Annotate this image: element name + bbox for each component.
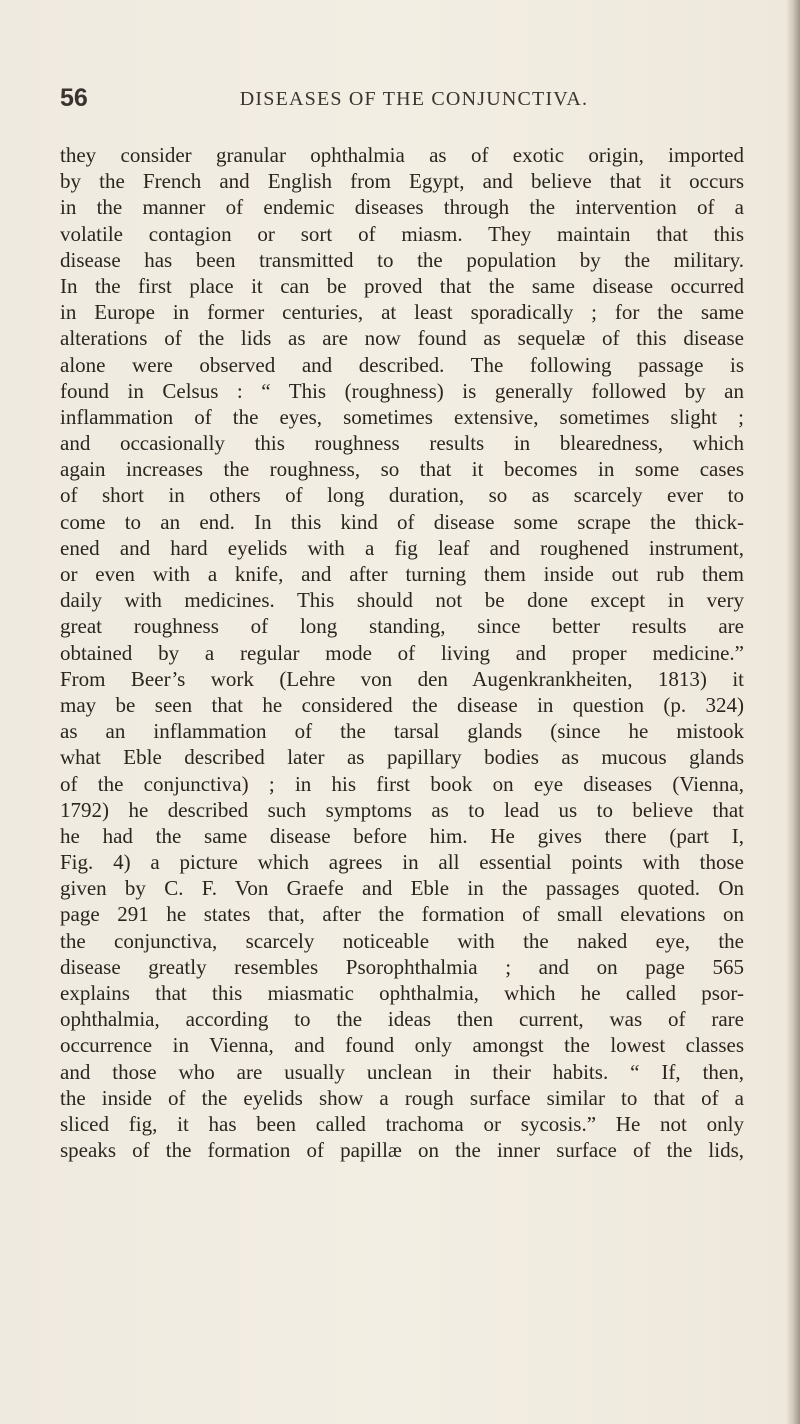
text-line: ened and hard eyelids with a fig leaf and roughened instrument, bbox=[60, 535, 744, 560]
text-line: disease greatly resembles Psorophthalmia ; and on page 565 bbox=[60, 954, 744, 979]
text-line: he had the same disease before him. He gives there (part I, bbox=[60, 823, 744, 848]
text-line: explains that this miasmatic ophthalmia, which he called psor- bbox=[60, 981, 744, 1005]
text-line: 1792) he described such symptoms as to lead us to believe that bbox=[60, 797, 744, 822]
text-line: speaks of the formation of papillæ on the inner surface of the lids, bbox=[60, 1138, 744, 1163]
text-line: In the first place it can be proved that the same disease occurred bbox=[60, 273, 744, 298]
running-head bbox=[60, 84, 750, 114]
text-line: what Eble described later as papillary bodies as mucous glands bbox=[60, 745, 744, 770]
text-line: by the French and English from Egypt, and believe that it occurs bbox=[60, 169, 744, 194]
text-line: and those who are usually unclean in their habits. “ If, then, bbox=[60, 1059, 744, 1084]
text-line: page 291 he states that, after the formation of small elevations on bbox=[60, 902, 744, 927]
text-line: daily with medicines. This should not be done except in very bbox=[60, 588, 744, 613]
text-line: alterations of the lids as are now found as sequelæ of this disease bbox=[60, 326, 744, 351]
text-line: and occasionally this roughness results in blearedness, which bbox=[60, 431, 744, 456]
text-line: of the conjunctiva) ; in his first book on eye diseases (Vienna, bbox=[60, 771, 744, 796]
text-line: alone were observed and described. The following passage is bbox=[60, 352, 744, 377]
text-line: obtained by a regular mode of living and proper medicine.” bbox=[60, 640, 744, 665]
text-line: or even with a knife, and after turning them inside out rub them bbox=[60, 562, 744, 586]
text-line: the conjunctiva, scarcely noticeable with the naked eye, the bbox=[60, 928, 744, 953]
text-line: disease has been transmitted to the population by the military. bbox=[60, 247, 744, 272]
text-line: given by C. F. Von Graefe and Eble in the passages quoted. On bbox=[60, 876, 744, 901]
page-number: 56 bbox=[60, 84, 88, 112]
text-line: come to an end. In this kind of disease some scrape the thick- bbox=[60, 509, 744, 534]
body-text bbox=[60, 142, 744, 1163]
text-line: the inside of the eyelids show a rough surface similar to that of a bbox=[60, 1085, 744, 1110]
text-line: as an inflammation of the tarsal glands (since he mistook bbox=[60, 719, 744, 744]
text-line: sliced fig, it has been called trachoma or sycosis.” He not only bbox=[60, 1111, 744, 1136]
text-line: of short in others of long duration, so as scarcely ever to bbox=[60, 483, 744, 508]
text-line: From Beer’s work (Lehre von den Augenkrankheiten, 1813) it bbox=[60, 666, 744, 691]
text-line: found in Celsus : “ This (roughness) is generally followed by an bbox=[60, 378, 744, 403]
text-line: they consider granular ophthalmia as of exotic origin, imported bbox=[60, 143, 744, 167]
text-line: great roughness of long standing, since better results are bbox=[60, 614, 744, 639]
text-line: in the manner of endemic diseases through the intervention of a bbox=[60, 195, 744, 220]
text-line: volatile contagion or sort of miasm. They maintain that this bbox=[60, 221, 744, 246]
text-line: in Europe in former centuries, at least sporadically ; for the same bbox=[60, 300, 744, 325]
text-line: inflammation of the eyes, sometimes extensive, sometimes slight ; bbox=[60, 404, 744, 429]
text-line: may be seen that he considered the disease in question (p. 324) bbox=[60, 692, 744, 717]
running-head-title: DISEASES OF THE CONJUNCTIVA. bbox=[239, 88, 589, 110]
text-line: again increases the roughness, so that it becomes in some cases bbox=[60, 457, 744, 482]
text-line: occurrence in Vienna, and found only amongst the lowest classes bbox=[60, 1033, 744, 1058]
page-edge-shadow bbox=[786, 0, 800, 1424]
text-line: Fig. 4) a picture which agrees in all essential points with those bbox=[60, 850, 744, 875]
text-line: ophthalmia, according to the ideas then current, was of rare bbox=[60, 1007, 744, 1032]
